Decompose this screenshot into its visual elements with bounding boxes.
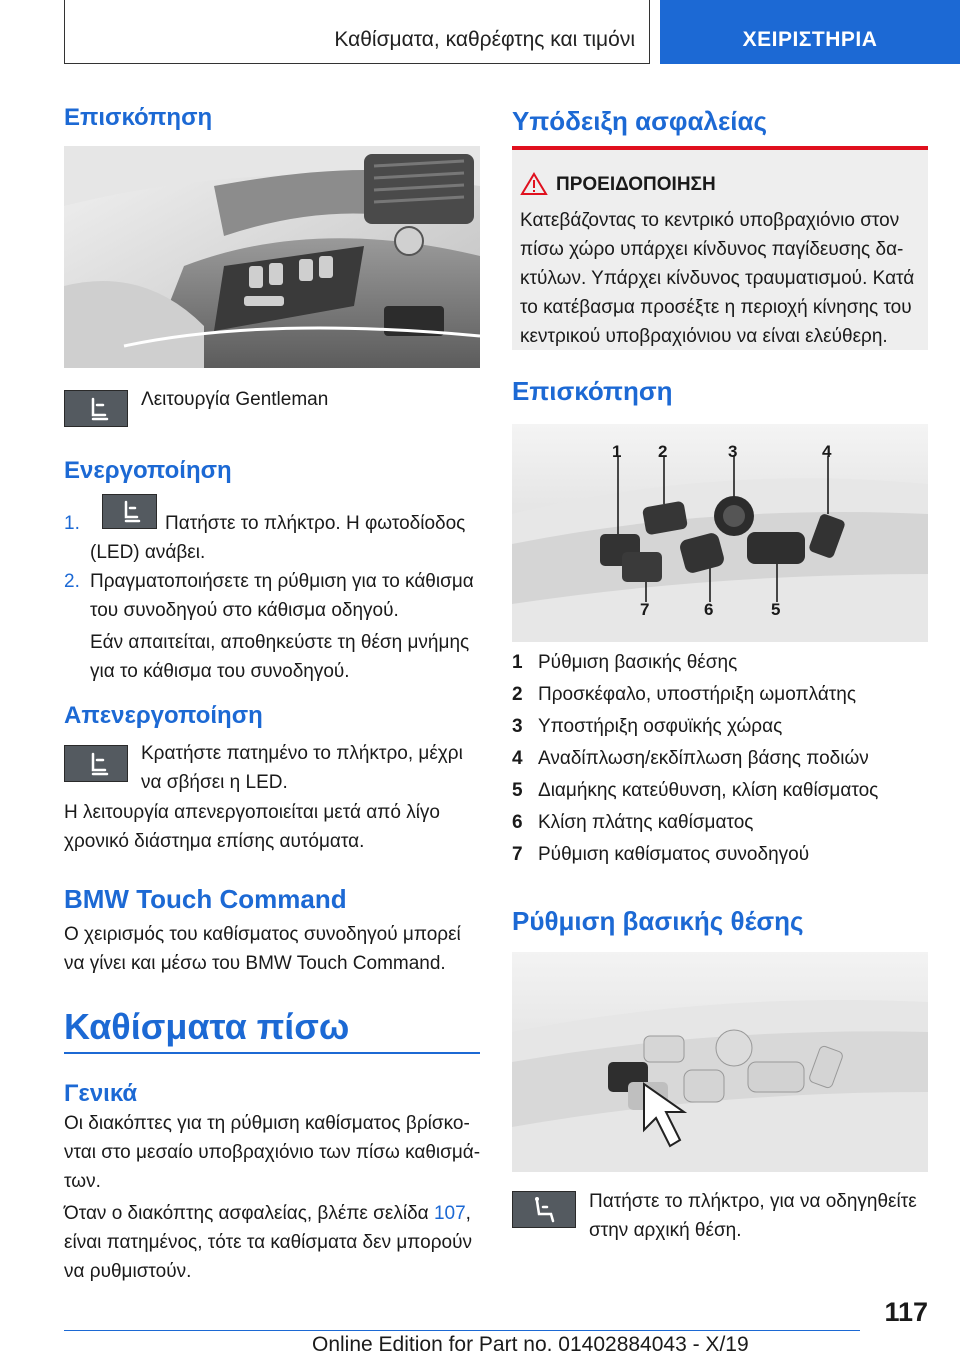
basic-position-heading: Ρύθμιση βασικής θέσης [512, 906, 804, 936]
auto-line2: χρονικό διάστημα επίσης αυτόματα. [64, 831, 365, 852]
rear-seats-heading: Καθίσματα πίσω [64, 1006, 350, 1047]
safety-ref-line2: είναι πατημένος, τότε τα καθίσματα δεν μπορούν [64, 1232, 472, 1253]
warning-line: πίσω χώρο υπάρχει κίνδυνος παγίδευσης δα‐ [520, 239, 904, 260]
basic-line2: στην αρχική θέση. [589, 1220, 742, 1241]
safety-ref-line1 [64, 1199, 471, 1228]
seat-button-icon [64, 745, 128, 782]
general-line3: των. [64, 1171, 101, 1192]
warning-text [520, 206, 914, 351]
safety-heading: Υπόδειξη ασφαλείας [512, 106, 768, 136]
step1-number: 1. [64, 513, 80, 534]
callout-number: 6 [704, 600, 714, 619]
callout-number: 4 [822, 442, 832, 461]
deact-line2: να σβήσει η LED. [141, 772, 288, 793]
item-text: Ρύθμιση καθίσματος συνοδηγού [538, 844, 810, 865]
general-line2: νται στο μεσαίο υποβραχιόνιο των πίσω καθισμά‐ [64, 1142, 481, 1163]
seat-button-icon [102, 494, 157, 529]
header-title-box [64, 0, 650, 64]
touch-line2: να γίνει και μέσω του BMW Touch Command. [64, 953, 446, 974]
general-line1: Οι διακόπτες για τη ρύθμιση καθίσματος βρίσκο‐ [64, 1113, 470, 1134]
step2-number: 2. [64, 571, 80, 592]
item-number: 2 [512, 684, 523, 705]
page-link[interactable]: 107 [433, 1203, 466, 1224]
item-text: Προσκέφαλο, υποστήριξη ωμοπλάτης [538, 684, 857, 705]
seat-button-icon [64, 390, 128, 427]
item-number: 7 [512, 844, 523, 865]
basic-position-photo [512, 952, 928, 1172]
section-rule [64, 1052, 480, 1054]
item-text: Υποστήριξη οσφυϊκής χώρας [538, 716, 783, 737]
safety-ref-text: Όταν ο διακόπτης ασφαλείας, βλέπε σελίδα [64, 1203, 434, 1224]
header-tab-label: ΧΕΙΡΙΣΤΗΡΙΑ [742, 28, 878, 51]
item-number: 3 [512, 716, 523, 737]
page-header [0, 0, 960, 66]
general-heading: Γενικά [64, 1080, 138, 1107]
touch-line1: Ο χειρισμός του καθίσματος συνοδηγού μπορεί [64, 924, 461, 945]
deactivation-heading: Απενεργοποίηση [64, 702, 263, 729]
step2-note2: για το κάθισμα του συνοδηγού. [90, 661, 350, 682]
item-number: 6 [512, 812, 523, 833]
callout-number: 2 [658, 442, 668, 461]
item-text: Ρύθμιση βασικής θέσης [538, 652, 738, 673]
activation-heading: Ενεργοποίηση [64, 457, 232, 484]
warning-line: Κατεβάζοντας το κεντρικό υποβραχιόνιο στον [520, 210, 900, 231]
callout-number: 3 [728, 442, 738, 461]
auto-line1: Η λειτουργία απενεργοποιείται μετά από λίγο [64, 802, 441, 823]
header-title: Καθίσματα, καθρέφτης και τιμόνι [334, 28, 635, 51]
overview-heading-right: Επισκόπηση [512, 376, 673, 406]
step2-note1: Εάν απαιτείται, αποθηκεύστε τη θέση μνήμης [90, 632, 470, 653]
warning-box [512, 146, 928, 350]
step1-line1: Πατήστε το πλήκτρο. Η φωτοδίοδος [165, 513, 466, 534]
basic-line1: Πατήστε το πλήκτρο, για να οδηγηθείτε [589, 1191, 917, 1212]
item-text: Κλίση πλάτης καθίσματος [538, 812, 754, 833]
warning-line: κεντρικού υποβραχιόνιου να είναι ελεύθερη. [520, 326, 888, 347]
callout-number: 7 [640, 600, 650, 619]
item-number: 1 [512, 652, 523, 673]
step2-line2: του συνοδηγού στο κάθισμα οδηγού. [90, 600, 399, 621]
item-text: Διαμήκης κατεύθυνση, κλίση καθίσματος [538, 780, 879, 801]
step1-line2: (LED) ανάβει. [90, 542, 206, 563]
seat-controls-diagram [512, 424, 928, 642]
safety-ref-line3: να ρυθμιστούν. [64, 1261, 192, 1282]
warning-icon [520, 172, 548, 196]
warning-line: κτύλων. Υπάρχει κίνδυνος τραυματισμού. Κατά [520, 268, 915, 289]
deact-line1: Κρατήστε πατημένο το πλήκτρο, μέχρι [141, 743, 463, 764]
gentleman-label: Λειτουργία Gentleman [141, 389, 329, 410]
overview-heading: Επισκόπηση [64, 104, 213, 131]
edition-note: Online Edition for Part no. 01402884043 - X/19 [312, 1333, 749, 1356]
item-number: 5 [512, 780, 523, 801]
step2-line1: Πραγματοποιήσετε τη ρύθμιση για το κάθισμα [90, 571, 474, 592]
callout-number: 5 [771, 600, 781, 619]
touch-command-heading: BMW Touch Command [64, 884, 347, 914]
item-text: Αναδίπλωση/εκδίπλωση βάσης ποδιών [538, 748, 869, 769]
header-tab[interactable] [660, 0, 960, 64]
reset-seat-icon [512, 1191, 576, 1228]
legend-list [512, 652, 928, 872]
door-panel-photo [64, 146, 480, 368]
warning-line: το κατέβασμα προσέξτε η περιοχή κίνησης του [520, 297, 912, 318]
page-number: 117 [884, 1297, 928, 1327]
footer-rule [64, 1330, 860, 1331]
safety-ref-comma: , [465, 1203, 471, 1224]
warning-title: ΠΡΟΕΙΔΟΠΟΙΗΣΗ [556, 174, 716, 195]
item-number: 4 [512, 748, 523, 769]
callout-number: 1 [612, 442, 622, 461]
